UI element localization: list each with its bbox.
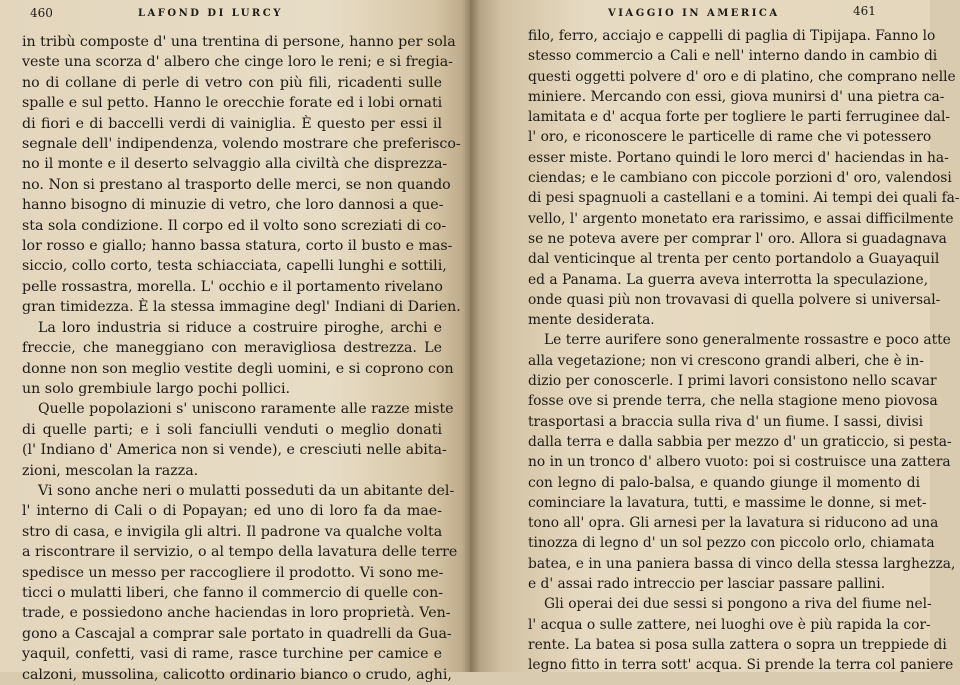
text-line: Le terre aurifere sono generalmente rossastre e poco atte	[544, 332, 951, 349]
text-line: e d' assai rado intreccio per lasciar passare pallini.	[528, 576, 886, 593]
text-line: l' oro, e riconoscere le particelle di rame che vi potessero	[528, 129, 932, 146]
text-line: sta sola condizione. Il corpo ed il volto sono screziati di co-	[22, 217, 447, 234]
text-line: mente desiderata.	[528, 312, 655, 329]
text-line: tono all' opra. Gli arnesi per la lavatura si riducono ad una	[528, 515, 939, 532]
text-line: veste una scorza d' albero che cinge loro le reni; e si fregia-	[22, 54, 453, 71]
text-line: rente. La batea si posa sulla zattera o sopra un treppiede di	[528, 636, 947, 653]
text-line: dalla terra e dalla sabbia per mezzo d' un graticcio, si pesta-	[528, 433, 952, 450]
text-line: gono a Cascajal a comprar sale portato in quadrelli da Gua-	[22, 625, 452, 642]
text-line: di fiori e di baccelli verdi di vainiglia. È questo per essi il	[22, 115, 442, 132]
text-line: hanno bisogno di minuzie di vetro, che loro dannosi a que-	[22, 197, 444, 214]
body-text	[528, 26, 960, 676]
text-line: pelle rossastra, morella. L' occhio e il portamento rivelano	[22, 278, 443, 295]
text-line: un solo grembiule largo pochi pollici.	[22, 380, 291, 397]
text-line: batea, e in una paniera bassa di vinco della stessa larghezza,	[528, 555, 956, 572]
text-line: onde quasi più non trovavasi di quella polvere si universal-	[528, 291, 941, 308]
text-line: vello, l' argento monetato era rarissimo, e assai difficilmente	[528, 210, 954, 227]
text-line: fosse ove si prende terra, che nella stagione meno piovosa	[528, 393, 938, 410]
text-line: siccio, collo corto, testa schiacciata, capelli lunghi e sottili,	[22, 258, 447, 275]
text-line: legno fitto in terra sott' acqua. Si prende la terra col paniere	[528, 657, 954, 674]
text-line: di quelle parti; e i soli fanciulli venduti o meglio donati	[22, 421, 442, 438]
left-page	[0, 0, 470, 683]
text-line: (l' Indiano d' America non si vende), e cresciuti nelle abita-	[22, 442, 447, 459]
running-head: LAFOND DI LURCY	[138, 8, 283, 19]
text-line: yaquil, confetti, vasi di rame, rasce turchine per camice e	[22, 646, 442, 663]
text-line: segnale dell' indipendenza, volendo mostrare che preferisco-	[22, 136, 461, 153]
text-line: ticci o mulatti liberi, che fanno il commercio di quelle con-	[22, 584, 444, 601]
text-line: no il monte e il deserto selvaggio alla civiltà che disprezza-	[22, 156, 448, 173]
text-line: lor rosso e giallo; hanno bassa statura, corto il busto e mas-	[22, 238, 453, 255]
text-line: l' acqua o sulle zattere, nei luoghi ove è più rapida la cor-	[528, 616, 931, 633]
text-line: se ne poteva avere per comprar l' oro. Allora si guadagnava	[528, 230, 947, 247]
page-number: 460	[30, 6, 53, 20]
text-line: filo, ferro, acciajo e cappelli di paglia di Tipijapa. Fanno lo	[528, 28, 936, 44]
text-line: ed a Panama. La guerra aveva interrotta la speculazione,	[528, 271, 929, 288]
text-line: trasportasi a braccia sulla riva d' un fiume. I sassi, divisi	[528, 413, 924, 430]
text-line: stro di casa, e invigila gli altri. Il padrone va qualche volta	[22, 523, 443, 540]
text-line: no di collane di perle di vetro con più fili, ricadenti sulle	[22, 74, 442, 91]
text-line: gran timidezza. È la stessa immagine degl' Indiani di Darien.	[22, 299, 461, 316]
text-line: cominciare la lavatura, tutti, e massime le donne, si met-	[528, 494, 927, 511]
text-line: miniere. Mercando con essi, giova munirsi d' una pietra ca-	[528, 88, 945, 105]
text-line: zioni, mescolan la razza.	[22, 462, 199, 479]
text-line: di pesi spagnuoli a castellani e a tomini. Ai tempi dei quali fa-	[528, 190, 960, 207]
text-line: a riscontrare il servizio, o al tempo della lavatura delle terre	[22, 544, 458, 561]
text-line: esser miste. Portano quindi le loro merci d' haciendas in ha-	[528, 149, 949, 166]
text-line: dizio per conoscerle. I primi lavori consistono nello scavar	[528, 373, 937, 390]
text-line: freccie, che maneggiano con meravigliosa destrezza. Le	[22, 340, 442, 357]
text-line: dal venticinque al trenta per cento portandolo a Guayaquil	[528, 251, 940, 268]
text-line: spedisce un messo per raccogliere il prodotto. Vi sono me-	[22, 564, 444, 581]
text-line: lamitata e d' acqua forte per togliere le parti ferruginee dal-	[528, 109, 951, 126]
text-line: trade, e possiedono anche haciendas in loro proprietà. Ven-	[22, 605, 451, 622]
running-head: VIAGGIO IN AMERICA	[608, 8, 780, 19]
text-line: no in un tronco d' albero vuoto: poi si costruisce una zattera	[528, 454, 951, 471]
body-text	[22, 32, 461, 685]
text-line: Vi sono anche neri o mulatti posseduti da un abitante del-	[38, 482, 455, 499]
text-line: tinozza di legno d' un sol pezzo con piccolo orlo, chiamata	[528, 535, 935, 552]
text-line: ciendas; e le cambiano con piccole porzioni d' oro, valendosi	[528, 170, 952, 187]
text-line: questi oggetti polvere d' oro e di platino, che comprano nelle	[528, 68, 956, 85]
text-line: calzoni, mussolina, calicotto ordinario bianco o crudo, aghi,	[22, 666, 452, 683]
text-line: Gli operai dei due sessi si pongono a riva del fiume nel-	[544, 596, 932, 613]
text-line: stesso commercio a Cali e nell' interno dando in cambio di	[528, 48, 938, 65]
text-line: l' interno di Cali o di Popayan; ed uno di loro fa da mae-	[22, 503, 442, 520]
text-line: spalle e sul petto. Hanno le orecchie forate ed i lobi ornati	[22, 95, 443, 112]
text-line: no. Non si prestano al trasporto delle merci, se non quando	[22, 176, 451, 193]
book-gutter	[462, 0, 480, 672]
text-line: Quelle popolazioni s' uniscono raramente alle razze miste	[38, 401, 454, 418]
text-line: donne non son meglio vestite degli uomini, e si coprono con	[22, 360, 454, 377]
text-line: in tribù composte d' una trentina di persone, hanno per sola	[22, 34, 456, 50]
right-page	[470, 0, 960, 674]
text-line: con legno di palo-balsa, e quando giunge il momento di	[528, 474, 920, 491]
text-line: La loro industria si riduce a costruire piroghe, archi e	[38, 319, 442, 336]
page-number: 461	[853, 4, 876, 18]
text-line: alla vegetazione; non vi crescono grandi alberi, che è in-	[528, 352, 924, 369]
